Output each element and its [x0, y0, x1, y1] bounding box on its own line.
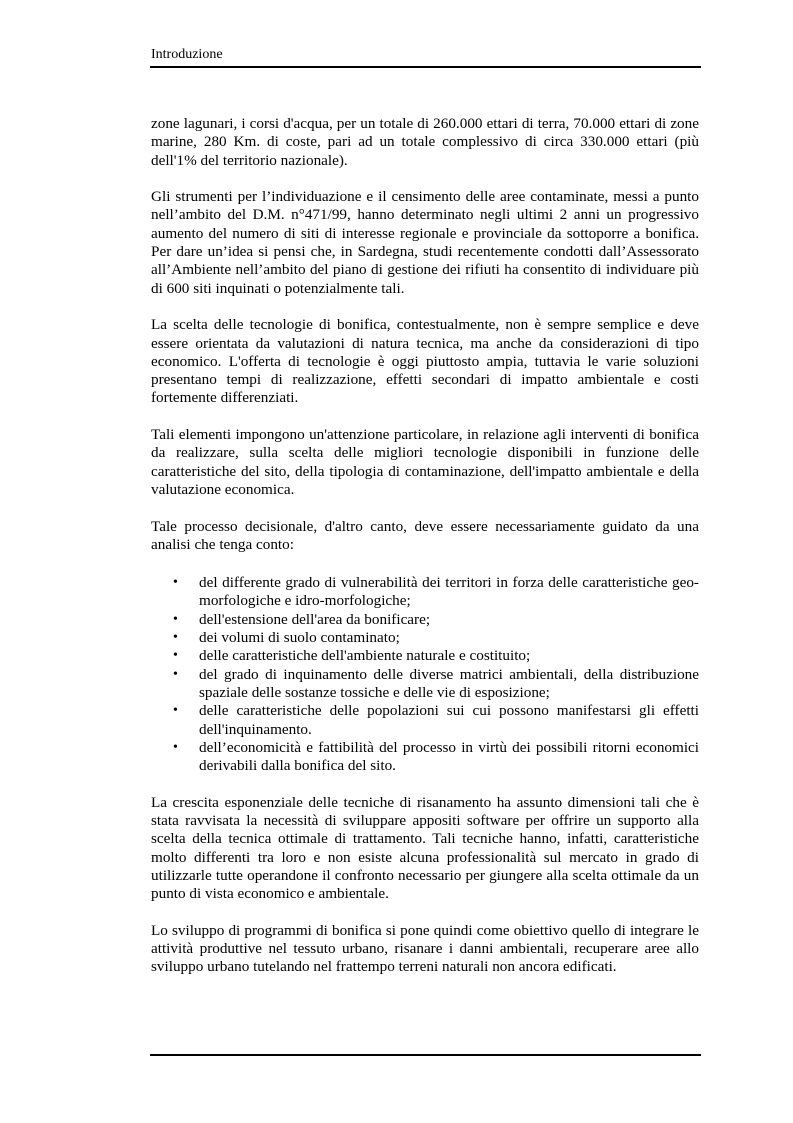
list-item: [151, 739, 699, 776]
bullet-icon: •: [173, 630, 178, 646]
list-item: [151, 574, 699, 611]
list-item: [151, 666, 699, 703]
paragraph: Gli strumenti per l’individuazione e il censimento delle aree contaminate, messi a punto nell’ambito del D.M. n°471/99, hanno determinato negli ultimi 2 anni un progressivo aumento del numero di siti di interesse regionale e provinciale da sottoporre a bonifica. Per dare un’idea si pensi che, in Sardegna, studi recentemente condotti dall’Assessorato all’Ambiente nell’ambito del piano di gestione dei rifiuti ha consentito di individuare più di 600 siti inquinati o potenzialmente tali.: [151, 188, 699, 297]
header-rule: [150, 66, 701, 68]
bullet-list: [151, 574, 699, 775]
list-item: [151, 611, 699, 629]
list-item: [151, 702, 699, 739]
list-item-text: delle caratteristiche delle popolazioni sui cui possono manifestarsi gli effetti dell'inquinamento.: [199, 702, 699, 738]
list-item-text: dell’economicità e fattibilità del processo in virtù dei possibili ritorni economici derivabili dalla bonifica del sito.: [199, 738, 699, 775]
bullet-icon: •: [173, 703, 178, 719]
paragraph: Tali elementi impongono un'attenzione particolare, in relazione agli interventi di bonifica da realizzare, sulla scelta delle migliori tecnologie disponibili in funzione delle caratteristiche del sito, della tipologia di contaminazione, dell'impatto ambientale e della valutazione economica.: [151, 426, 699, 498]
footer-rule: [150, 1054, 701, 1056]
list-item-text: del differente grado di vulnerabilità dei territori in forza delle caratteristiche geo-morfologiche e idro-morfologiche;: [199, 574, 699, 610]
paragraph: Lo sviluppo di programmi di bonifica si pone quindi come obiettivo quello di integrare le attività produttive nel tessuto urbano, risanare i danni ambientali, recuperare aree allo sviluppo urbano tutelando nel frattempo terreni naturali non ancora edificati.: [151, 921, 699, 976]
paragraph: La scelta delle tecnologie di bonifica, contestualmente, non è sempre semplice e deve essere orientata da valutazioni di natura tecnica, ma anche da considerazioni di tipo economico. L'offerta di tecnologie è oggi piuttosto ampia, tuttavia le varie soluzioni presentano tempi di realizzazione, effetti secondari di impatto ambientale e costi fortemente differenziati.: [151, 316, 699, 407]
list-item-text: dei volumi di suolo contaminato;: [199, 629, 400, 647]
body-text: [151, 115, 699, 995]
list-item: [151, 647, 699, 665]
bullet-icon: •: [173, 739, 178, 755]
list-item: [151, 629, 699, 647]
paragraph: Tale processo decisionale, d'altro canto, deve essere necessariamente guidato da una analisi che tenga conto:: [151, 517, 699, 553]
bullet-icon: •: [173, 611, 178, 627]
bullet-icon: •: [173, 666, 178, 682]
list-item-text: delle caratteristiche dell'ambiente naturale e costituito;: [199, 647, 531, 665]
list-item-text: dell'estensione dell'area da bonificare;: [199, 610, 431, 628]
list-item-text: del grado di inquinamento delle diverse matrici ambientali, della distribuzione spaziale delle sostanze tossiche e delle vie di esposizione;: [199, 665, 699, 701]
running-header: Introduzione: [151, 47, 223, 62]
paragraph: La crescita esponenziale delle tecniche di risanamento ha assunto dimensioni tali che è stata ravvisata la necessità di sviluppare appositi software per offrire un supporto alla scelta della tecnica ottimale di trattamento. Tali tecniche hanno, infatti, caratteristiche molto differenti tra loro e non esiste alcuna professionalità sul mercato in grado di utilizzarle tutte operandone il confronto necessario per giungere alla scelta ottimale da un punto di vista economico e ambientale.: [151, 793, 699, 903]
bullet-icon: •: [173, 648, 178, 664]
bullet-icon: •: [173, 575, 178, 591]
paragraph: zone lagunari, i corsi d'acqua, per un totale di 260.000 ettari di terra, 70.000 ettari di zone marine, 280 Km. di coste, pari ad un totale complessivo di circa 330.000 ettari (più dell'1% del territorio nazionale).: [151, 115, 699, 169]
